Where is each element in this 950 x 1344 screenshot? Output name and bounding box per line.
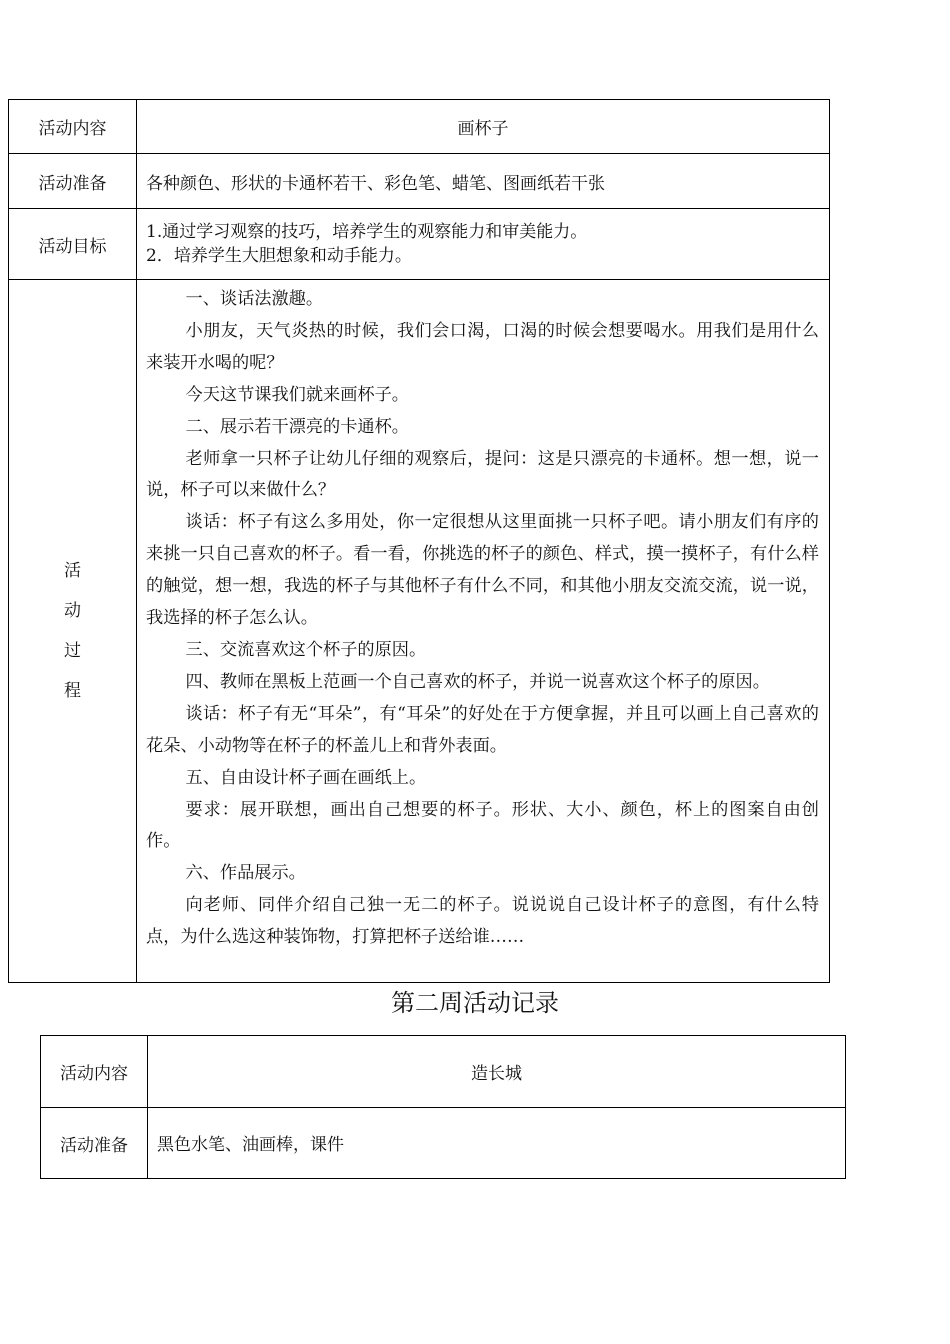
process-paragraph: 谈话：杯子有这么多用处，你一定很想从这里面挑一只杯子吧。请小朋友们有序的来挑一只自己喜欢的杯子。看一看，你挑选的杯子的颜色、样式，摸一摸杯子，有什么样的触觉，想一想，我选的杯子与其他杯子有什么不同，和其他小朋友交流交流，说一说，我选择的杯子怎么认。 [146,512,819,629]
goal-row [9,209,830,280]
process-paragraph: 六、作品展示。 [185,863,306,884]
process-label-char: 过 [64,641,81,661]
content-row [41,1036,846,1108]
process-paragraph: 二、展示若干漂亮的卡通杯。 [185,416,409,437]
process-paragraph: 小朋友，天气炎热的时候，我们会口渴，口渴的时候会想要喝水。用我们是用什么来装开水喝的呢？ [146,320,819,373]
process-paragraph: 五、自由设计杯子画在画纸上。 [185,767,427,788]
process-label [9,280,137,983]
process-paragraph: 今天这节课我们就来画杯子。 [185,384,409,405]
process-paragraph: 一、谈话法激趣。 [185,289,324,309]
content-label: 活动内容 [41,1036,148,1108]
prep-value: 各种颜色、形状的卡通杯若干、彩色笔、蜡笔、图画纸若干张 [137,154,830,209]
process-paragraph: 老师拿一只杯子让幼儿仔细的观察后，提问：这是只漂亮的卡通杯。想一想，说一说，杯子可以来做什么？ [146,448,819,501]
week2-activity-table [40,1035,846,1179]
process-paragraph: 三、交流喜欢这个杯子的原因。 [185,639,427,660]
goal-item: 1.通过学习观察的技巧，培养学生的观察能力和审美能力。 [146,222,588,242]
goal-label: 活动目标 [9,209,137,280]
content-value: 画杯子 [137,100,830,154]
prep-row [41,1108,846,1179]
week2-title: 第二周活动记录 [391,989,559,1017]
process-paragraph: 谈话：杯子有无“耳朵”，有“耳朵”的好处在于方便拿握，并且可以画上自己喜欢的花朵、小动物等在杯子的杯盖儿上和背外表面。 [146,703,819,756]
content-value: 造长城 [148,1036,846,1108]
process-label-char: 动 [64,601,81,621]
process-label-char: 活 [64,561,81,581]
prep-row [9,154,830,209]
prep-label: 活动准备 [41,1108,148,1179]
content-label: 活动内容 [9,100,137,154]
process-paragraph: 向老师、同伴介绍自己独一无二的杯子。说说说自己设计杯子的意图，有什么特点，为什么选这种装饰物，打算把杯子送给谁…… [146,895,819,948]
process-label-char: 程 [64,681,81,701]
process-content [137,280,830,983]
goal-cell [137,209,830,280]
goal-item: 2．培养学生大胆想象和动手能力。 [146,246,412,266]
process-paragraph: 四、教师在黑板上范画一个自己喜欢的杯子，并说一说喜欢这个杯子的原因。 [185,671,770,692]
prep-label: 活动准备 [9,154,137,209]
prep-value: 黑色水笔、油画棒，课件 [148,1108,846,1179]
process-paragraph: 要求：展开联想，画出自己想要的杯子。形状、大小、颜色，杯上的图案自由创作。 [146,799,819,852]
week1-activity-table [8,99,830,983]
content-row [9,100,830,154]
process-row [9,280,830,983]
